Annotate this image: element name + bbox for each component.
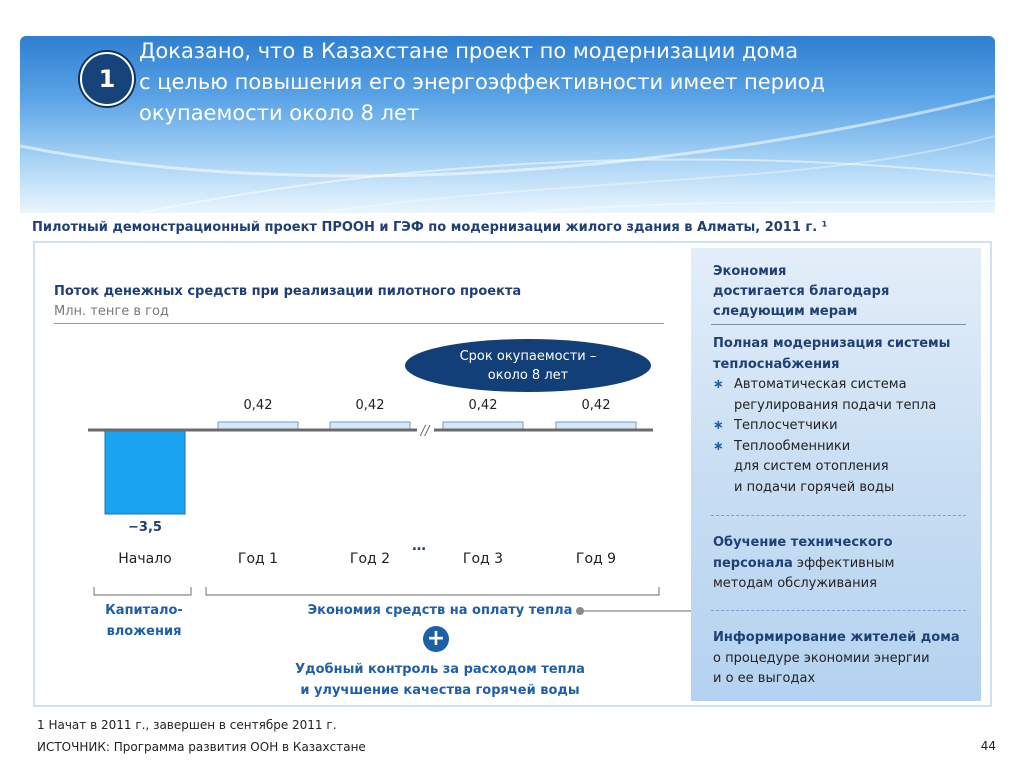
chart-bars <box>105 422 636 514</box>
measure-3-line-3: и о ее выгодах <box>713 671 816 686</box>
page-number: 44 <box>980 739 996 753</box>
title-line-2: с целью повышения его энергоэффективности имеет период <box>139 70 826 94</box>
chart-ellipsis: … <box>412 538 426 554</box>
category-label: Начало <box>118 551 172 567</box>
measure-3-line-2: о процедуре экономии энергии <box>713 650 930 666</box>
capex-label <box>94 600 194 642</box>
bar-value-label: −3,5 <box>128 520 162 535</box>
payback-line-2: около 8 лет <box>487 367 569 383</box>
capex-bracket <box>94 587 191 595</box>
measures-separator <box>711 515 966 516</box>
measures-heading-line-1: Экономия <box>713 264 787 279</box>
category-label: Год 3 <box>462 551 504 567</box>
measures-panel <box>691 248 981 701</box>
slide-number-badge: 1 <box>80 52 134 106</box>
measure-2-bold: Обучение технического <box>713 535 893 550</box>
bar-1 <box>105 430 185 514</box>
measure-1-title-line-1: Полная модернизация системы <box>713 336 951 351</box>
bar-value-label: 0,42 <box>355 398 385 413</box>
list-item-text: регулирования подачи тепла <box>734 397 937 413</box>
list-item-text: Теплообменники <box>734 438 851 454</box>
title-line-1: Доказано, что в Казахстане проект по модернизации дома <box>139 39 799 63</box>
plus-icon: + <box>423 626 449 652</box>
list-item <box>713 416 950 437</box>
list-item <box>713 437 950 499</box>
capex-label-line-1: Капитало- <box>105 603 183 618</box>
control-label-line-1: Удобный контроль за расходом тепла <box>295 662 585 677</box>
category-label: Год 9 <box>575 551 617 567</box>
asterisk-bullet-icon: ∗ <box>713 377 724 392</box>
list-item-text: и подачи горячей воды <box>734 479 895 495</box>
measure-residents-info <box>713 628 960 690</box>
list-item-text: Теплосчетчики <box>734 418 838 433</box>
source-note: ИСТОЧНИК: Программа развития ООН в Казахстане <box>37 740 366 754</box>
measure-3-title: Информирование жителей дома <box>713 630 960 645</box>
asterisk-bullet-icon: ∗ <box>713 418 724 433</box>
measures-heading <box>713 262 889 322</box>
measures-heading-divider <box>711 324 966 325</box>
measure-2-bold-2: персонала <box>713 555 793 571</box>
category-label: Год 2 <box>349 551 391 567</box>
bar-value-label: 0,42 <box>581 398 611 413</box>
bar-value-label: 0,42 <box>468 398 498 413</box>
measure-2-line-3: методам обслуживания <box>713 576 877 591</box>
measure-2-text: эффективным <box>792 555 895 571</box>
savings-label: Экономия средств на оплату тепла <box>307 603 573 618</box>
measure-staff-training <box>713 533 894 595</box>
chart-unit: Млн. тенге в год <box>54 304 169 319</box>
axis-break-mark: // <box>420 424 430 439</box>
footnote: 1 Начат в 2011 г., завершен в сентябре 2011 г. <box>37 718 337 732</box>
measure-2-line-1 <box>713 533 894 554</box>
control-label <box>280 659 600 701</box>
capex-label-line-2: вложения <box>106 624 182 639</box>
measures-heading-line-3: следующим мерам <box>713 304 858 319</box>
slide-subtitle: Пилотный демонстрационный проект ПРООН и ГЭФ по модернизации жилого здания в Алматы, 2011 г. ¹ <box>32 220 828 235</box>
list-item-text: для систем отопления <box>734 459 889 474</box>
list-item <box>713 375 950 416</box>
measures-separator <box>711 610 966 611</box>
control-label-line-2: и улучшение качества горячей воды <box>300 683 580 698</box>
title-line-3: окупаемости около 8 лет <box>139 101 420 125</box>
chart-title: Поток денежных средств при реализации пилотного проекта <box>54 284 522 299</box>
savings-bracket <box>206 587 659 595</box>
bar-value-label: 0,42 <box>243 398 273 413</box>
measure-2-line-2 <box>713 554 894 575</box>
measure-heating-modernization <box>713 334 950 498</box>
measures-heading-line-2: достигается благодаря <box>713 284 890 299</box>
measure-1-title-line-2: теплоснабжения <box>713 356 840 372</box>
payback-line-1: Срок окупаемости – <box>459 348 597 364</box>
list-item-text: Автоматическая система <box>734 377 907 392</box>
asterisk-bullet-icon: ∗ <box>713 438 724 454</box>
category-label: Год 1 <box>237 551 279 567</box>
